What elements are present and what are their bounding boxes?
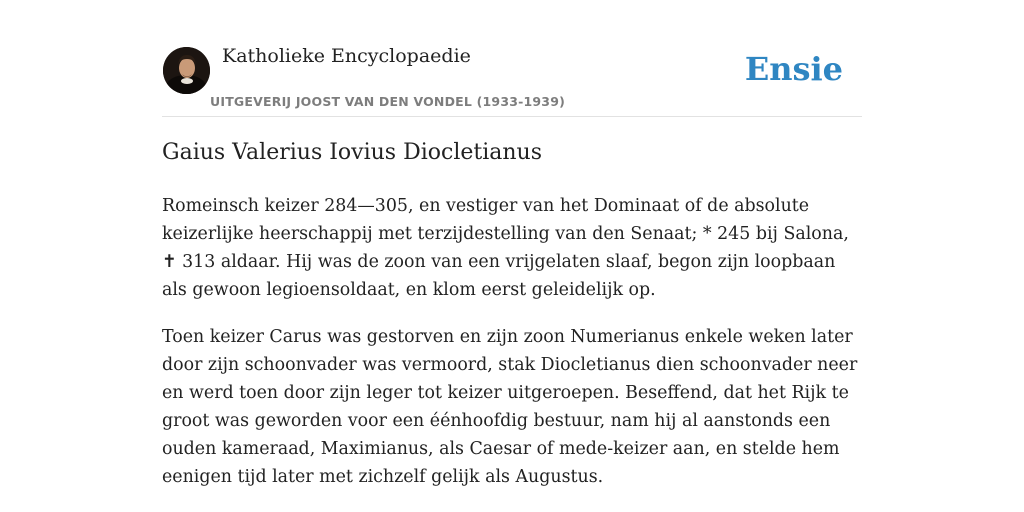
source-header xyxy=(162,0,862,117)
article-paragraph: Toen keizer Carus was gestorven en zijn zoon Numerianus enkele weken later door zijn schoonvader was vermoord, stak Diocletianus dien schoonvader neer en werd toen door zijn leger tot keizer uitgeroepen. Beseffend, dat het Rijk te groot was geworden voor een éénhoofdig bestuur, nam hij al aanstonds een ouden kameraad, Maximianus, als Caesar of mede-keizer aan, en stelde hem eenigen tijd later met zichzelf gelijk als Augustus. xyxy=(162,327,858,487)
avatar[interactable] xyxy=(163,47,210,94)
brand-logo-link[interactable]: Ensie xyxy=(744,50,843,88)
portrait-icon xyxy=(163,47,210,94)
article-paragraph: Romeinsch keizer 284—305, en vestiger van het Dominaat of de absolute keizerlijke heerschappij met terzijdestelling van den Senaat; * 245 bij Salona, ✝ 313 aldaar. Hij was de zoon van een vrijgelaten slaaf, begon zijn loopbaan als gewoon legioensoldaat, en klom eerst geleidelijk op. xyxy=(162,196,849,300)
source-subtitle: UITGEVERIJ JOOST VAN DEN VONDEL (1933-1939) xyxy=(210,94,566,109)
article-title: Gaius Valerius Iovius Diocletianus xyxy=(162,140,542,165)
source-title[interactable]: Katholieke Encyclopaedie xyxy=(222,45,471,67)
